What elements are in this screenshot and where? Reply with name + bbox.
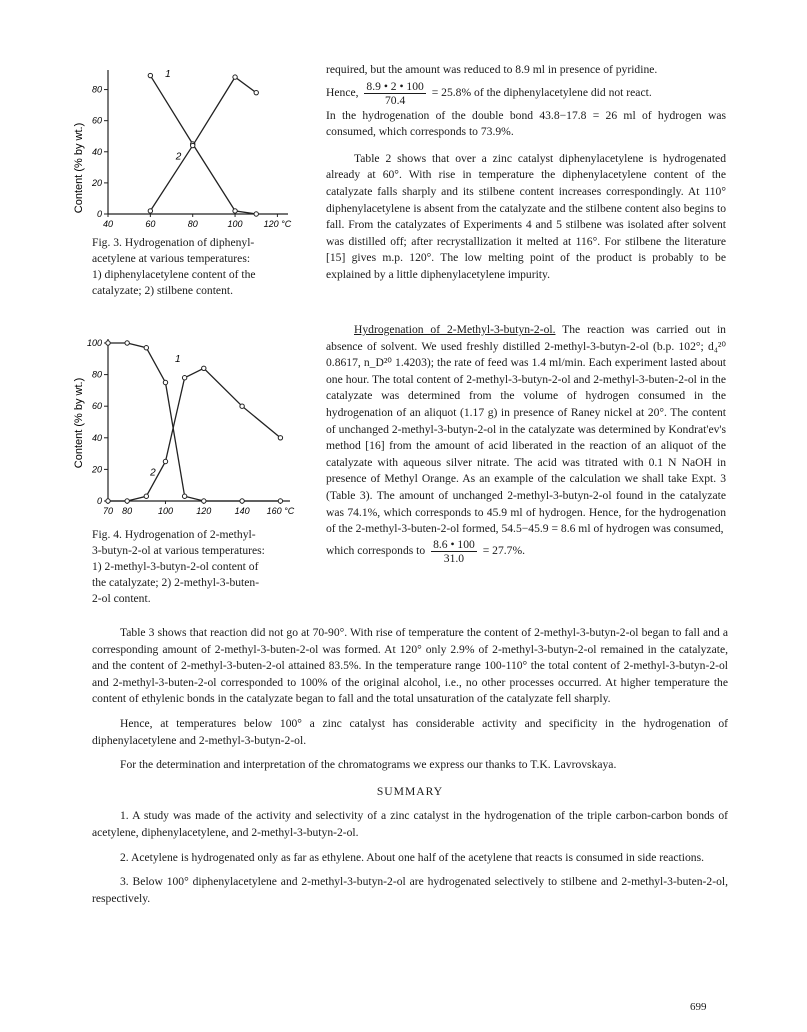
caption-line: catalyzate; 2) stilbene content. bbox=[92, 284, 233, 297]
data-point bbox=[148, 73, 152, 77]
y-tick-label: 80 bbox=[91, 84, 102, 95]
equation-line bbox=[326, 80, 726, 107]
data-point bbox=[233, 75, 237, 79]
y-tick-label: 0 bbox=[96, 496, 102, 506]
y-tick-label: 20 bbox=[91, 177, 102, 188]
y-tick-label: 60 bbox=[91, 401, 102, 412]
x-tick-label: 100 bbox=[157, 506, 173, 516]
caption-line: the catalyzate; 2) 2-methyl-3-buten- bbox=[92, 576, 260, 589]
fraction bbox=[364, 80, 425, 107]
data-point bbox=[233, 209, 237, 213]
caption-line: Fig. 3. Hydrogenation of diphenyl- bbox=[92, 236, 255, 249]
data-point bbox=[278, 436, 282, 440]
x-tick-label: 40 bbox=[102, 219, 114, 227]
data-point bbox=[191, 143, 195, 147]
summary-item: 2. Acetylene is hydrogenated only as far as ethylene. About one half of the acetylene that reacts is consumed in side reactions. bbox=[120, 850, 705, 864]
summary-heading: SUMMARY bbox=[376, 784, 444, 798]
x-tick-label: 120 °C bbox=[263, 219, 292, 227]
data-point bbox=[148, 209, 152, 213]
figure-4-caption bbox=[92, 527, 312, 607]
y-tick-label: 40 bbox=[91, 146, 102, 157]
paragraph: Table 2 shows that over a zinc catalyst diphenylacetylene is hydrogenated already at 60°. With rise in temperature the diphenylacetylene content of the catalyzate falls sharply and its stilbene content increases correspondingly. At 110° diphenylacetylene is absent from the catalyzate and the stilbene content also begins to fall. From the catalyzates of Experiments 4 and 5 stilbene was isolated after solvent was distilled off; after recrystallization it melted at 116°. For stilbene the literature [15] gives m.p. 120°. The low melting point of the product is probably to be explained by a little diphenylacetylene impurity. bbox=[326, 151, 726, 281]
caption-line: acetylene at various temperatures: bbox=[92, 252, 251, 265]
fraction-denominator: 31.0 bbox=[443, 551, 465, 565]
x-tick-label: 70 bbox=[102, 506, 114, 516]
figure-4-chart bbox=[70, 335, 310, 530]
equation-line bbox=[326, 538, 726, 565]
series-label: 2 bbox=[175, 151, 182, 163]
summary-item: 1. A study was made of the activity and selectivity of a zinc catalyst in the hydrogenation of the triple carbon-carbon bonds of acetylene, diphenylacetylene, and 2-methyl-3-butyn-2-ol. bbox=[92, 809, 728, 839]
data-point bbox=[106, 499, 110, 503]
series-label: 1 bbox=[175, 353, 181, 365]
x-tick-label: 80 bbox=[122, 506, 133, 516]
x-tick-label: 100 bbox=[227, 219, 243, 227]
paragraph: required, but the amount was reduced to 8.9 ml in presence of pyridine. bbox=[326, 63, 658, 76]
data-point bbox=[144, 346, 148, 350]
data-point bbox=[125, 341, 129, 345]
series-label: 2 bbox=[150, 467, 156, 479]
y-tick-label: 40 bbox=[91, 432, 102, 443]
data-point bbox=[182, 494, 186, 498]
data-point bbox=[125, 499, 129, 503]
paragraph: Table 3 shows that reaction did not go at 70-90°. With rise of temperature the content of 2-methyl-3-butyn-2-ol began to fall and a corresponding amount of 2-methyl-3-buten-2-ol was formed. At 120° only 2.9% of 2-methyl-3-butyn-2-ol remained in the catalyzate, and the content of 2-methyl-3-buten-2-ol attained 83.5%. In the temperature range 100-110° the total content of 2-methyl-3-butyn-2-ol and 2-methyl-3-buten-2-ol corresponded to 100% of the original alcohol, i.e., no other processes occurred. At higher temperature the content of ethylenic bonds in the catalyzate began to fall and the total unsaturation of the catalyzate fell sharply. bbox=[92, 626, 728, 706]
right-column-top bbox=[326, 62, 726, 284]
series-label: 1 bbox=[165, 69, 171, 81]
paragraph: Hence, at temperatures below 100° a zinc catalyst has considerable activity and specificity in the hydrogenation of diphenylacetylene and 2-methyl-3-butyn-2-ol. bbox=[92, 716, 728, 747]
fraction-denominator: 70.4 bbox=[384, 93, 406, 107]
fraction-numerator: 8.9 • 2 • 100 bbox=[366, 79, 424, 93]
caption-line: 1) 2-methyl-3-butyn-2-ol content of bbox=[92, 560, 259, 573]
series-line bbox=[108, 368, 280, 501]
x-tick-label: 60 bbox=[145, 219, 156, 227]
figure-3-y-label: Content (% by wt.) bbox=[73, 122, 85, 214]
data-point bbox=[202, 499, 206, 503]
paragraph: For the determination and interpretation of the chromatograms we express our thanks to T.K. Lavrovskaya. bbox=[120, 758, 617, 772]
caption-line: 2-ol content. bbox=[92, 592, 151, 605]
data-point bbox=[163, 459, 167, 463]
series-line bbox=[108, 343, 280, 501]
data-point bbox=[163, 380, 167, 384]
body-text bbox=[92, 625, 728, 907]
fraction-numerator: 8.6 • 100 bbox=[433, 537, 475, 551]
equation-tail: = 27.7%. bbox=[482, 543, 526, 557]
y-tick-label: 80 bbox=[91, 369, 102, 380]
equation-tail: = 25.8% of the diphenylacetylene did not react. bbox=[431, 85, 652, 99]
data-point bbox=[254, 90, 258, 94]
equation-prefix: which corresponds to bbox=[326, 543, 426, 557]
caption-line: 1) diphenylacetylene content of the bbox=[92, 268, 256, 281]
data-point bbox=[278, 499, 282, 503]
y-tick-label: 20 bbox=[91, 464, 102, 475]
section-heading: Hydrogenation of 2-Methyl-3-butyn-2-ol. bbox=[354, 323, 556, 336]
y-tick-label: 0 bbox=[96, 209, 102, 219]
x-tick-label: 80 bbox=[187, 219, 198, 227]
caption-line: Fig. 4. Hydrogenation of 2-methyl- bbox=[92, 528, 256, 541]
paragraph bbox=[326, 322, 726, 538]
equation-prefix: Hence, bbox=[326, 85, 359, 99]
data-point bbox=[202, 366, 206, 370]
x-tick-label: 140 bbox=[234, 506, 250, 516]
figure-3-caption bbox=[92, 235, 312, 299]
series-line bbox=[150, 76, 256, 214]
figure-3 bbox=[70, 62, 310, 227]
figure-4 bbox=[70, 335, 310, 530]
paragraph: In the hydrogenation of the double bond 43.8−17.8 = 26 ml of hydrogen was consumed, which corresponds to 73.9%. bbox=[326, 108, 726, 139]
page-number: 699 bbox=[690, 1001, 707, 1013]
data-point bbox=[106, 341, 110, 345]
data-point bbox=[240, 404, 244, 408]
data-point bbox=[240, 499, 244, 503]
fraction bbox=[431, 538, 477, 565]
data-point bbox=[144, 494, 148, 498]
data-point bbox=[182, 376, 186, 380]
y-tick-label: 60 bbox=[91, 115, 102, 126]
right-column-bottom bbox=[326, 322, 726, 565]
y-tick-label: 100 bbox=[86, 338, 102, 348]
data-point bbox=[254, 212, 258, 216]
series-line bbox=[150, 77, 256, 211]
summary-item: 3. Below 100° diphenylacetylene and 2-methyl-3-butyn-2-ol are hydrogenated selectively to stilbene and 2-methyl-3-buten-2-ol, respectively. bbox=[92, 875, 728, 905]
figure-4-y-label: Content (% by wt.) bbox=[73, 377, 85, 469]
paragraph-text: The reaction was carried out in absence of solvent. We used freshly distilled 2-methyl-3-butyn-2-ol (b.p. 102°; d₄²⁰ 0.8617, n_D²⁰ 1.4203); the rate of feed was 1.4 ml/min. Each experiment lasted about one hour. The total content of 2-methyl-3-butyn-2-ol and 2-methyl-3-buten-2-ol in the catalyzate was determined from the volume of hydrogen consumed in the hydrogenation of an aliquot (1.17 g) in presence of Raney nickel at 20°. The content of unchanged 2-methyl-3-butyn-2-ol in the catalyzate was determined by Kondrat'ev's method [16] from the amount of acid liberated in the reaction of an aliquot of the catalyzate with aqueous silver nitrate. The acid was titrated with 0.1 N NaOH in presence of Methyl Orange. As an example of the calculation we shall take Expt. 3 (Table 3). The amount of unchanged 2-methyl-3-butyn-2-ol found in the catalyzate was 74.1%, which corresponds to 45.9 ml of hydrogen. Hence, for the hydrogenation of the 2-methyl-3-buten-2-ol formed, 54.5−45.9 = 8.6 ml of hydrogen was consumed, bbox=[326, 323, 726, 536]
x-tick-label: 160 °C bbox=[266, 506, 295, 516]
x-tick-label: 120 bbox=[196, 506, 212, 516]
figure-3-chart bbox=[70, 62, 310, 227]
caption-line: 3-butyn-2-ol at various temperatures: bbox=[92, 544, 265, 557]
